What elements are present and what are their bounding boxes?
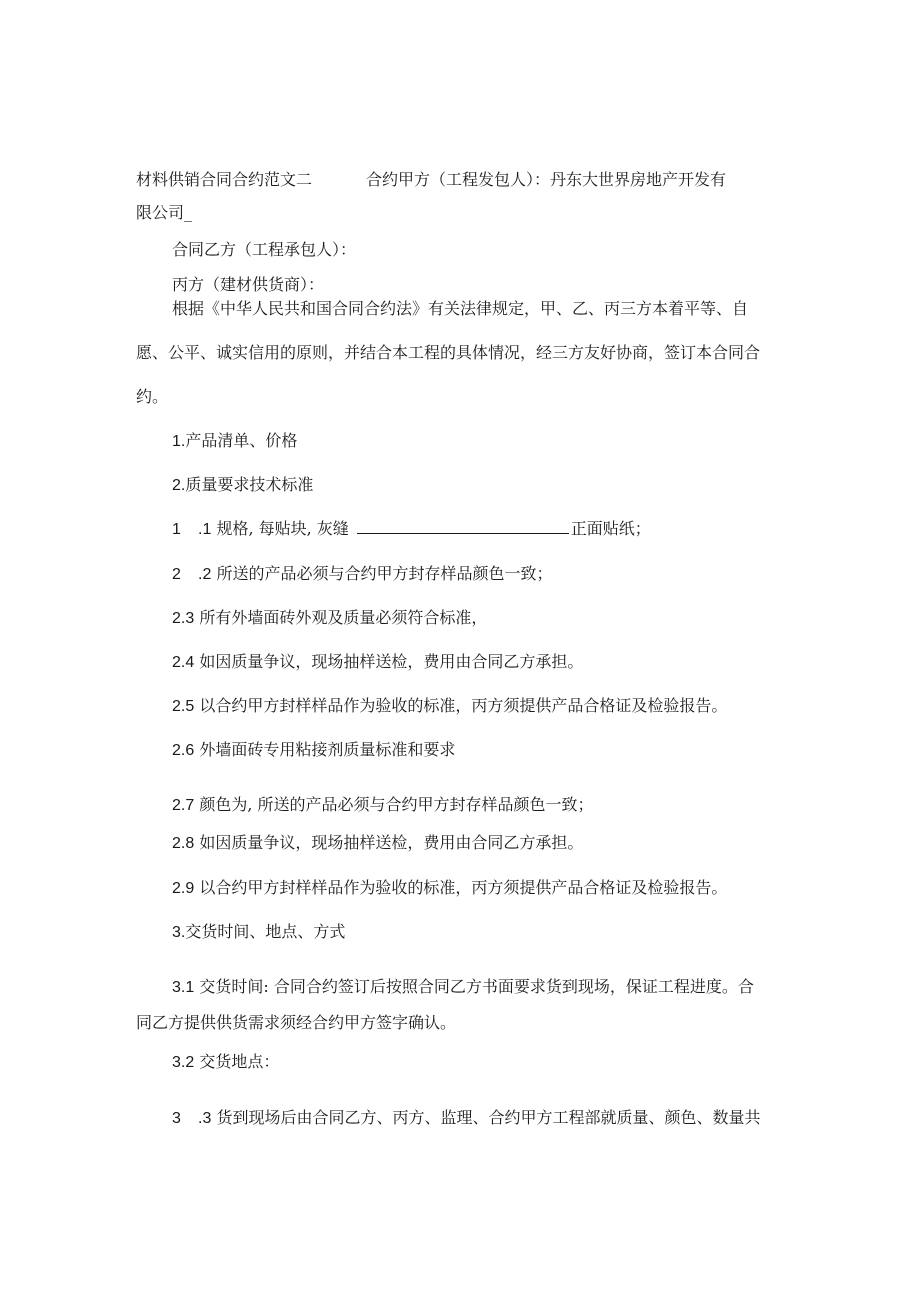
clause-2-2-number-a: 2: [172, 566, 181, 583]
clause-3-3-text: 货到现场后由合同乙方、丙方、监理、合约甲方工程部就质量、颜色、数量共: [216, 1108, 761, 1127]
clause-3-2: [172, 1052, 279, 1073]
clause-2-5-number: 2.5: [172, 698, 195, 715]
intro-line-3: [136, 387, 168, 407]
intro-text-2: 愿、公平、诚实信用的原则，并结合本工程的具体情况，经三方友好协商，签订本合同合: [136, 343, 761, 362]
clause-2-9-number: 2.9: [172, 880, 195, 897]
intro-line-2: [136, 343, 760, 363]
clause-3-1-number: 3.1: [172, 979, 195, 996]
clause-2-6-number: 2.6: [172, 742, 195, 759]
section-3-number: 3.: [172, 924, 186, 941]
clause-2-5: [172, 696, 727, 717]
section-2-title: 质量要求技术标准: [185, 475, 314, 494]
clause-2-4-number: 2.4: [172, 654, 195, 671]
clause-3-1-text-cont: 同乙方提供供货需求须经合约甲方签字确认。: [136, 1013, 457, 1032]
clause-2-1: [172, 519, 651, 540]
party-a-name: 丹东大世界房地产开发有: [550, 170, 727, 189]
clause-3-2-text: 交货地点：: [199, 1052, 280, 1071]
clause-3-1: [172, 977, 754, 998]
party-c-line: [172, 275, 324, 295]
section-3-heading: [172, 922, 345, 943]
clause-2-8-text: 如因质量争议，现场抽样送检，费用由合同乙方承担。: [199, 833, 584, 852]
party-a-name-2: 限公司_: [136, 203, 193, 222]
clause-2-4-text: 如因质量争议，现场抽样送检，费用由合同乙方承担。: [199, 652, 584, 671]
section-1-number: 1.: [172, 433, 186, 450]
clause-2-6: [172, 740, 455, 761]
clause-3-1-text: 交货时间: 合同合约签订后按照合同乙方书面要求货到现场，保证工程进度。合: [199, 977, 754, 996]
clause-2-6-text: 外墙面砖专用粘接剂质量标准和要求: [199, 740, 456, 759]
clause-2-3: [172, 608, 487, 629]
clause-2-2-number-b: .2: [198, 566, 212, 583]
clause-2-1-number-a: 1: [172, 521, 181, 538]
clause-2-7-text: 颜色为, 所送的产品必须与合约甲方封存样品颜色一致；: [199, 795, 594, 814]
doc-title-line: [136, 170, 312, 190]
clause-3-3-number-b: .3: [198, 1110, 212, 1127]
party-b-label: 合同乙方（工程承包人）：: [172, 240, 357, 259]
clause-3-3: [172, 1108, 760, 1129]
clause-2-2-text: 所送的产品必须与合约甲方封存样品颜色一致；: [216, 564, 553, 583]
clause-2-9: [172, 878, 727, 899]
party-a-name-cont: [136, 203, 192, 223]
clause-2-7: [172, 795, 594, 816]
section-2-number: 2.: [172, 477, 186, 494]
clause-2-1-text: 规格, 每贴块, 灰缝: [216, 519, 349, 538]
clause-3-2-number: 3.2: [172, 1054, 195, 1071]
clause-2-8-number: 2.8: [172, 835, 195, 852]
doc-title: 材料供销合同合约范文二: [136, 170, 313, 189]
intro-line-1: [172, 299, 748, 319]
clause-2-7-number: 2.7: [172, 797, 195, 814]
section-2-heading: [172, 475, 313, 496]
clause-2-3-text: 所有外墙面砖外观及质量必须符合标准，: [199, 608, 488, 627]
clause-2-1-number-b: .1: [198, 521, 212, 538]
clause-2-9-text: 以合约甲方封样样品作为验收的标准，丙方须提供产品合格证及检验报告。: [199, 878, 728, 897]
section-1-title: 产品清单、价格: [185, 431, 298, 450]
fill-in-blank[interactable]: [357, 519, 569, 534]
party-a-label: 合约甲方（工程发包人）：: [366, 170, 551, 189]
party-a-line: [366, 170, 726, 190]
clause-2-8: [172, 833, 583, 854]
clause-2-1-tail: 正面贴纸；: [570, 519, 651, 538]
party-c-label: 丙方（建材供货商）：: [172, 275, 325, 294]
party-b-line: [172, 240, 356, 260]
clause-2-4: [172, 652, 583, 673]
intro-text-3: 约。: [136, 387, 169, 406]
section-1-heading: [172, 431, 297, 452]
clause-2-2: [172, 564, 552, 585]
intro-text-1: 根据《中华人民共和国合同合约法》有关法律规定，甲、乙、丙三方本着平等、自: [172, 299, 749, 318]
clause-2-5-text: 以合约甲方封样样品作为验收的标准，丙方须提供产品合格证及检验报告。: [199, 696, 728, 715]
section-3-title: 交货时间、地点、方式: [185, 922, 346, 941]
clause-2-3-number: 2.3: [172, 610, 195, 627]
clause-3-1-cont: [136, 1013, 456, 1033]
clause-3-3-number-a: 3: [172, 1110, 181, 1127]
